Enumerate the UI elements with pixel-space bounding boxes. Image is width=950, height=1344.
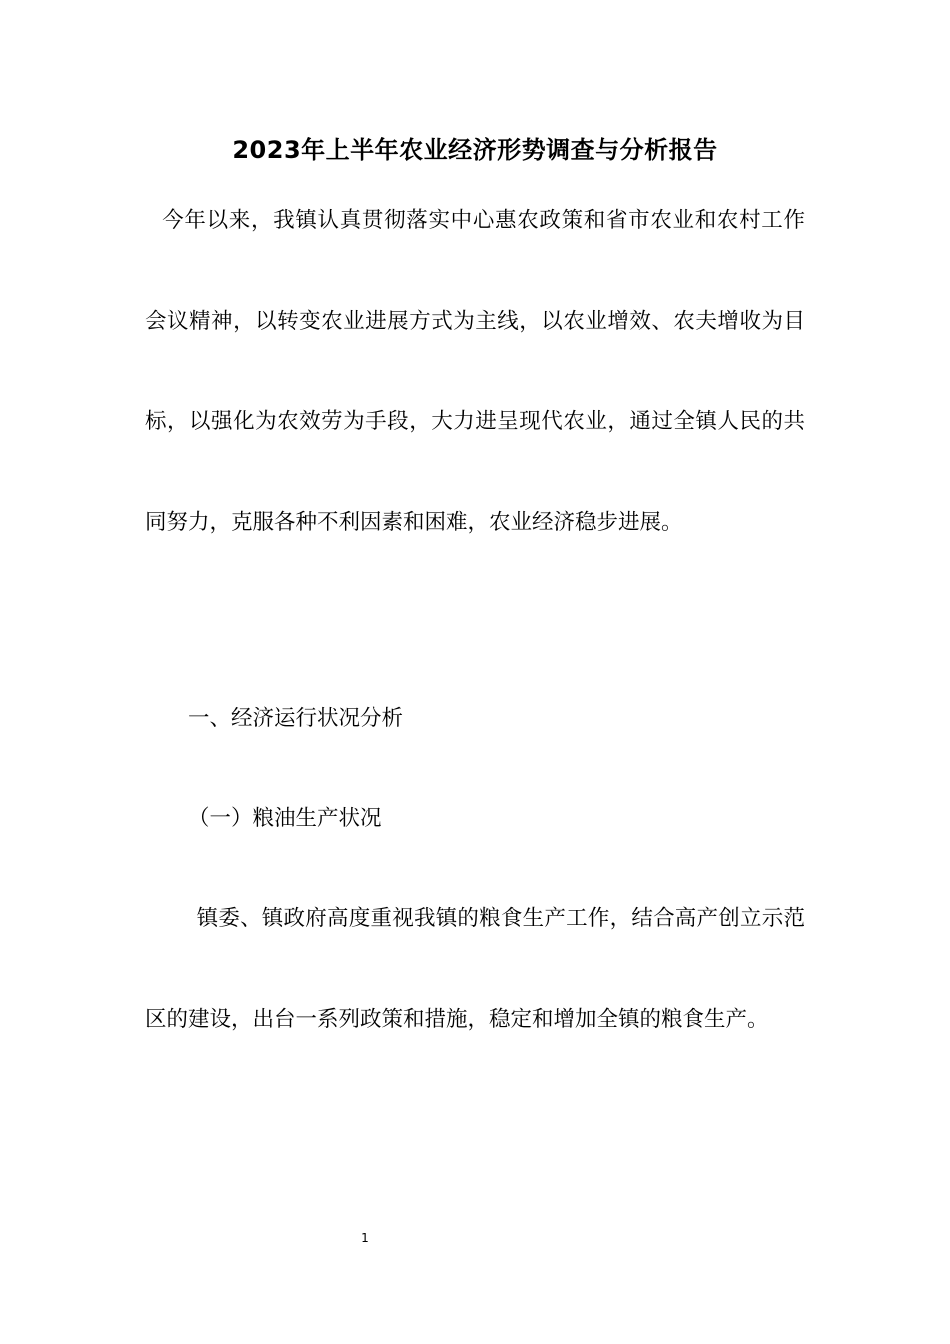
- section-heading: 一、经济运行状况分析: [188, 706, 404, 731]
- page-number: 1: [361, 1231, 369, 1245]
- document-title: 2023年上半年农业经济形势调查与分析报告: [232, 136, 718, 164]
- grain-paragraph: 镇委、镇政府高度重视我镇的粮食生产工作，结合高产创立示范区的建设，出台一系列政策和措施，稳定和增加全镇的粮食生产。: [145, 906, 805, 1032]
- subsection-heading: （一）粮油生产状况: [188, 806, 382, 831]
- intro-paragraph: 今年以来，我镇认真贯彻落实中心惠农政策和省市农业和农村工作会议精神，以转变农业进展方式为主线，以农业增效、农夫增收为目标，以强化为农效劳为手段，大力进呈现代农业，通过全镇人民的共同努力，克服各种不利因素和困难，农业经济稳步进展。: [145, 208, 805, 535]
